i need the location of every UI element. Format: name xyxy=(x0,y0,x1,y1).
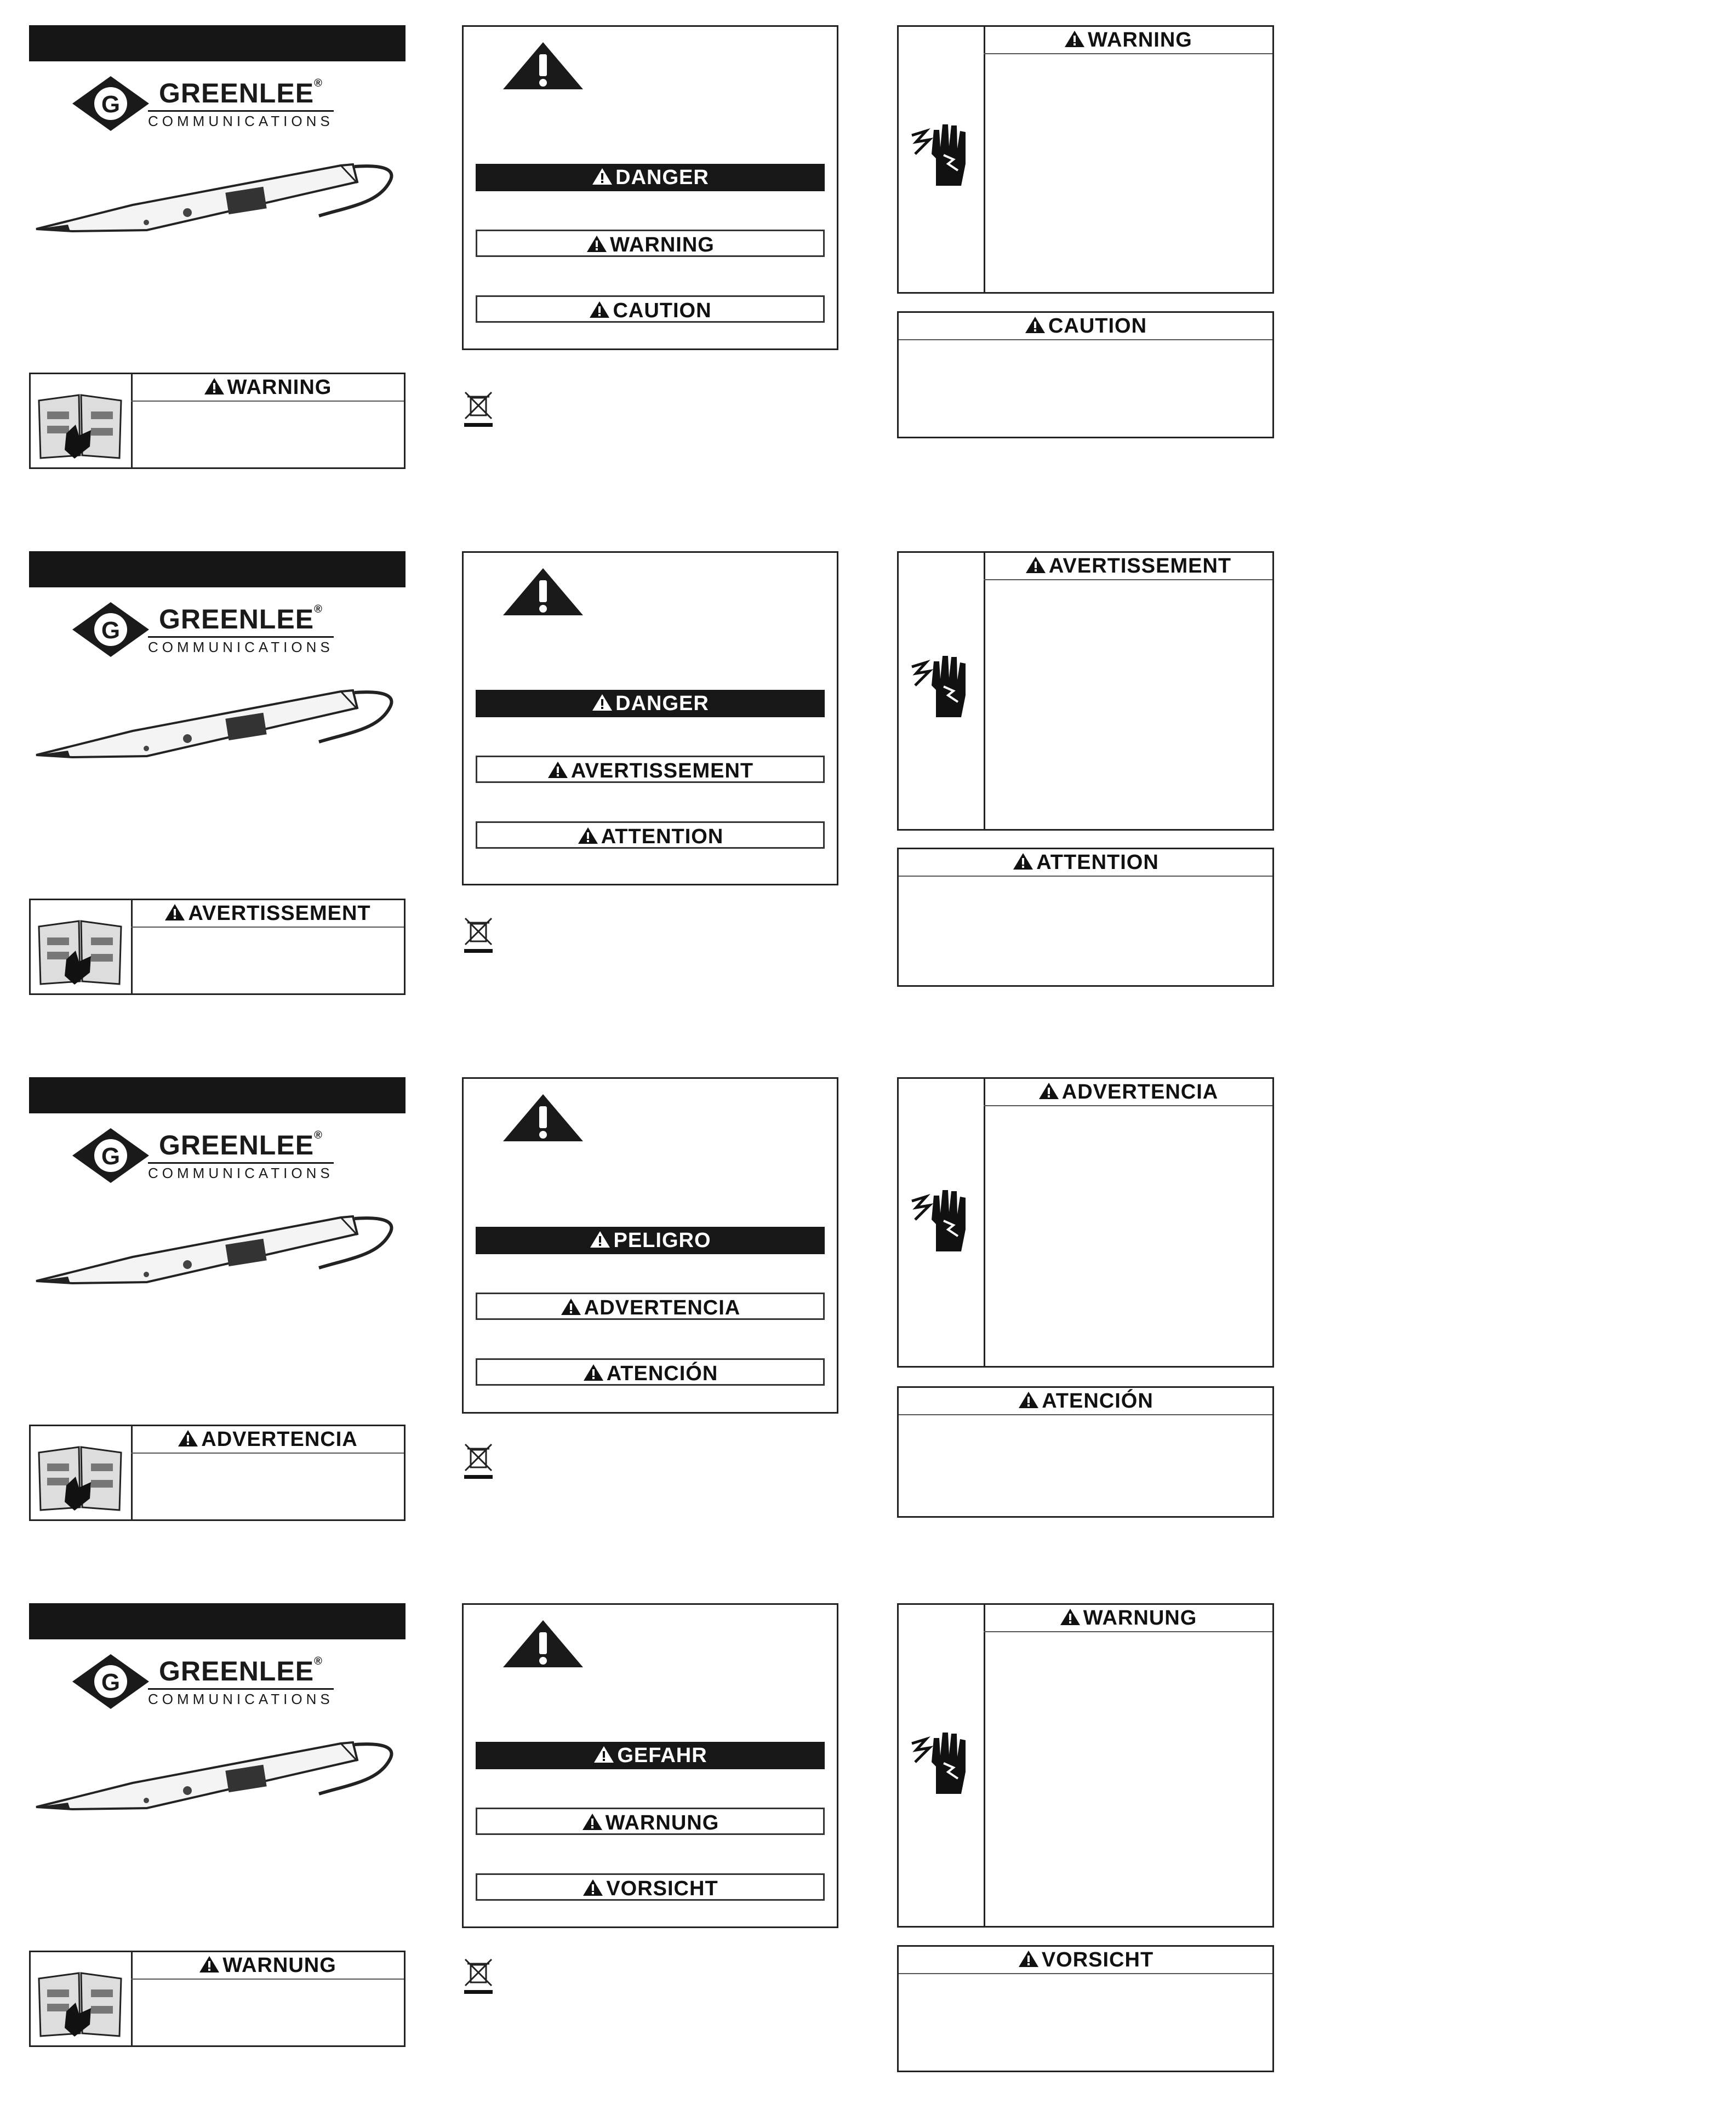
manual-warning-header: AVERTISSEMENT xyxy=(131,900,404,928)
caution-label: VORSICHT xyxy=(476,1873,825,1901)
warning-triangle-icon xyxy=(577,826,599,845)
svg-text:G: G xyxy=(101,1143,121,1170)
header-bar xyxy=(29,1603,406,1639)
danger-label: GEFAHR xyxy=(476,1742,825,1769)
shock-warning-header: WARNUNG xyxy=(984,1605,1272,1632)
shock-warning-box xyxy=(897,1603,1274,1928)
warning-triangle-icon xyxy=(1064,30,1086,48)
shock-warning-header: ADVERTENCIA xyxy=(984,1079,1272,1106)
warning-triangle-icon xyxy=(1038,1082,1060,1100)
caution-label: ATTENTION xyxy=(476,821,825,849)
warning-triangle-icon xyxy=(1012,852,1034,871)
signal-words-box xyxy=(462,1603,838,1928)
warning-label: WARNING xyxy=(476,230,825,257)
shock-warning-header: WARNING xyxy=(984,27,1272,54)
electric-shock-hand-icon xyxy=(904,120,978,191)
greenlee-g-logo-icon xyxy=(70,1126,151,1185)
electric-shock-hand-icon xyxy=(904,651,978,723)
greenlee-logo xyxy=(70,600,366,660)
caution-box-header: ATENCIÓN xyxy=(899,1388,1272,1415)
warning-label: AVERTISSEMENT xyxy=(476,756,825,783)
caution-box xyxy=(897,1386,1274,1518)
greenlee-g-logo-icon xyxy=(70,74,151,133)
caution-box-header: ATTENTION xyxy=(899,849,1272,877)
shock-warning-box xyxy=(897,1077,1274,1368)
manual-warning-header: ADVERTENCIA xyxy=(131,1426,404,1454)
crossed-out-bin-icon xyxy=(462,1442,495,1480)
brand-name: GREENLEE® xyxy=(159,1129,323,1160)
shock-warning-box xyxy=(897,25,1274,294)
caution-box-header: CAUTION xyxy=(899,313,1272,340)
signal-words-box xyxy=(462,25,838,350)
read-manual-icon xyxy=(36,916,127,987)
read-manual-icon xyxy=(36,390,127,461)
manual-warning-header: WARNUNG xyxy=(131,1952,404,1980)
caution-box-header: VORSICHT xyxy=(899,1947,1272,1974)
warning-triangle-icon xyxy=(502,1093,584,1142)
svg-text:G: G xyxy=(101,617,121,644)
warning-triangle-icon xyxy=(1018,1391,1040,1409)
warning-triangle-icon xyxy=(591,167,613,186)
warning-triangle-icon xyxy=(502,41,584,90)
brand-subtitle: COMMUNICATIONS xyxy=(148,1688,334,1708)
svg-text:G: G xyxy=(101,91,121,118)
warning-triangle-icon xyxy=(589,1230,611,1249)
crossed-out-bin-icon xyxy=(462,390,495,428)
header-bar xyxy=(29,551,406,587)
greenlee-logo xyxy=(70,1652,366,1712)
brand-subtitle: COMMUNICATIONS xyxy=(148,636,334,656)
warning-triangle-icon xyxy=(586,235,608,253)
caution-box xyxy=(897,311,1274,438)
warning-triangle-icon xyxy=(589,300,610,319)
brand-name: GREENLEE® xyxy=(159,77,323,108)
warning-triangle-icon xyxy=(1018,1949,1040,1968)
warning-label: WARNUNG xyxy=(476,1808,825,1835)
header-bar xyxy=(29,1077,406,1113)
warning-triangle-icon xyxy=(591,693,613,712)
warning-triangle-icon xyxy=(560,1297,582,1316)
greenlee-g-logo-icon xyxy=(70,600,151,659)
warning-triangle-icon xyxy=(582,1878,604,1897)
tone-probe-illustration xyxy=(34,1211,401,1293)
caution-label: CAUTION xyxy=(476,295,825,323)
greenlee-g-logo-icon xyxy=(70,1652,151,1711)
read-manual-icon xyxy=(36,1442,127,1513)
warning-triangle-icon xyxy=(164,903,186,922)
electric-shock-hand-icon xyxy=(904,1186,978,1257)
warning-triangle-icon xyxy=(203,377,225,396)
signal-words-box xyxy=(462,1077,838,1414)
manual-warning-header: WARNING xyxy=(131,374,404,402)
header-bar xyxy=(29,25,406,61)
warning-triangle-icon xyxy=(1059,1608,1081,1626)
warning-triangle-icon xyxy=(547,761,569,779)
warning-triangle-icon xyxy=(502,567,584,616)
brand-subtitle: COMMUNICATIONS xyxy=(148,1162,334,1182)
read-manual-warning-box xyxy=(29,1951,406,2047)
read-manual-warning-box xyxy=(29,899,406,995)
warning-triangle-icon xyxy=(593,1745,615,1764)
warning-label: ADVERTENCIA xyxy=(476,1293,825,1320)
warning-triangle-icon xyxy=(583,1363,604,1382)
caution-box xyxy=(897,848,1274,987)
warning-triangle-icon xyxy=(502,1619,584,1668)
greenlee-logo xyxy=(70,1126,366,1186)
brand-name: GREENLEE® xyxy=(159,1655,323,1686)
read-manual-warning-box xyxy=(29,373,406,469)
tone-probe-illustration xyxy=(34,1737,401,1819)
danger-label: DANGER xyxy=(476,690,825,717)
crossed-out-bin-icon xyxy=(462,1957,495,1996)
electric-shock-hand-icon xyxy=(904,1728,978,1799)
shock-warning-box xyxy=(897,551,1274,831)
svg-text:G: G xyxy=(101,1669,121,1696)
signal-words-box xyxy=(462,551,838,885)
warning-triangle-icon xyxy=(581,1813,603,1831)
caution-box xyxy=(897,1945,1274,2072)
warning-triangle-icon xyxy=(177,1429,199,1448)
read-manual-warning-box xyxy=(29,1425,406,1521)
warning-triangle-icon xyxy=(198,1955,220,1974)
warning-triangle-icon xyxy=(1024,316,1046,334)
brand-name: GREENLEE® xyxy=(159,603,323,634)
tone-probe-illustration xyxy=(34,159,401,241)
warning-triangle-icon xyxy=(1025,556,1047,574)
read-manual-icon xyxy=(36,1968,127,2039)
crossed-out-bin-icon xyxy=(462,916,495,954)
brand-subtitle: COMMUNICATIONS xyxy=(148,110,334,130)
tone-probe-illustration xyxy=(34,685,401,767)
caution-label: ATENCIÓN xyxy=(476,1358,825,1386)
danger-label: PELIGRO xyxy=(476,1227,825,1254)
danger-label: DANGER xyxy=(476,164,825,191)
shock-warning-header: AVERTISSEMENT xyxy=(984,553,1272,580)
greenlee-logo xyxy=(70,74,366,134)
